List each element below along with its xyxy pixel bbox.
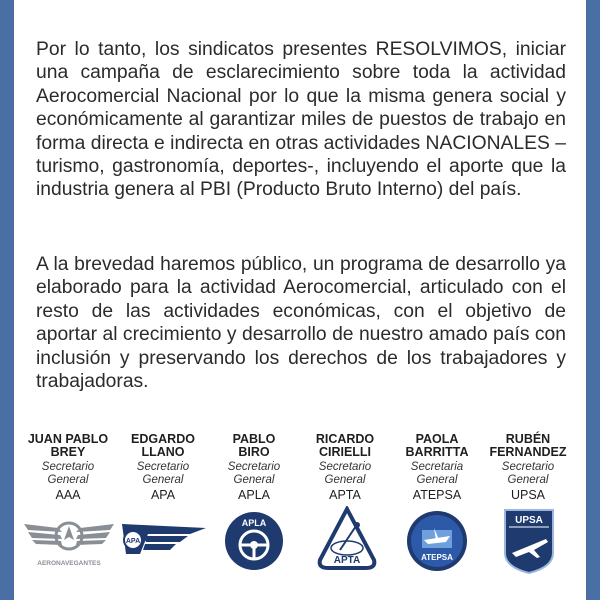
apa-logo — [118, 518, 210, 562]
signatory-role: Secretario General — [318, 461, 372, 486]
signatory-aaa — [22, 432, 114, 502]
signatory-name: PAOLA BARRITTA — [405, 432, 469, 459]
aeronavegantes-wordmark: AERONAVEGANTES — [37, 560, 101, 567]
signatory-apta — [299, 432, 391, 502]
signatory-atepsa — [391, 432, 483, 502]
signatory-role: Secretario General — [136, 461, 190, 486]
signatory-role: Secretario General — [501, 461, 555, 486]
signatory-org: APA — [150, 488, 176, 502]
paragraph-resolution: Por lo tanto, los sindicatos presentes RESOLVIMOS, iniciar una campaña de esclarecimiento sobre toda la actividad Aerocomercial Nacional por lo que la misma genera social y económicamente al garantizar miles de puestos de trabajo en forma directa e indirecta en otras actividades NACIONALES –turismo, gastronomía, deportes-, incluyendo el aporte que la industria genera al PBI (Producto Bruto Interno) del país. — [36, 39, 566, 201]
signatory-org: AAA — [55, 488, 81, 502]
signatory-upsa — [482, 432, 574, 502]
signatory-name: EDGARDO LLANO — [131, 432, 195, 459]
apta-wordmark: APTA — [333, 555, 361, 566]
signatory-apa — [117, 432, 209, 502]
signatory-org: UPSA — [510, 488, 546, 502]
document-page — [14, 0, 586, 600]
apta-logo — [316, 506, 378, 572]
atepsa-wordmark: ATEPSA — [421, 553, 453, 562]
signatory-apla — [208, 432, 300, 502]
signatory-name: RUBÉN FERNANDEZ — [489, 432, 567, 459]
apla-logo — [222, 510, 286, 572]
upsa-logo — [502, 507, 556, 575]
aeronavegantes-logo — [22, 510, 116, 572]
signatory-name: RICARDO CIRIELLI — [315, 432, 375, 459]
upsa-wordmark: UPSA — [515, 515, 543, 526]
signatory-name: JUAN PABLO BREY — [27, 432, 109, 459]
signatory-org: ATEPSA — [412, 488, 462, 502]
signatory-role: Secretario General — [41, 461, 95, 486]
paragraph-program: A la brevedad haremos público, un programa de desarrollo ya elaborado para la actividad Aerocomercial, articulado con el resto de las actividades económicas, con el objetivo de aportar al crecimiento y desarrollo de nuestro amado país con inclusión y preservando los derechos de los trabajadores y trabajadoras. — [36, 254, 566, 393]
signatory-role: Secretaria General — [410, 461, 464, 486]
signatory-role: Secretario General — [227, 461, 281, 486]
atepsa-logo — [406, 510, 468, 572]
signatory-org: APTA — [329, 488, 361, 502]
apla-wordmark: APLA — [241, 518, 267, 528]
signatory-org: APLA — [238, 488, 270, 502]
apa-wordmark: APA — [125, 538, 141, 545]
signatory-name: PABLO BIRO — [232, 432, 276, 459]
